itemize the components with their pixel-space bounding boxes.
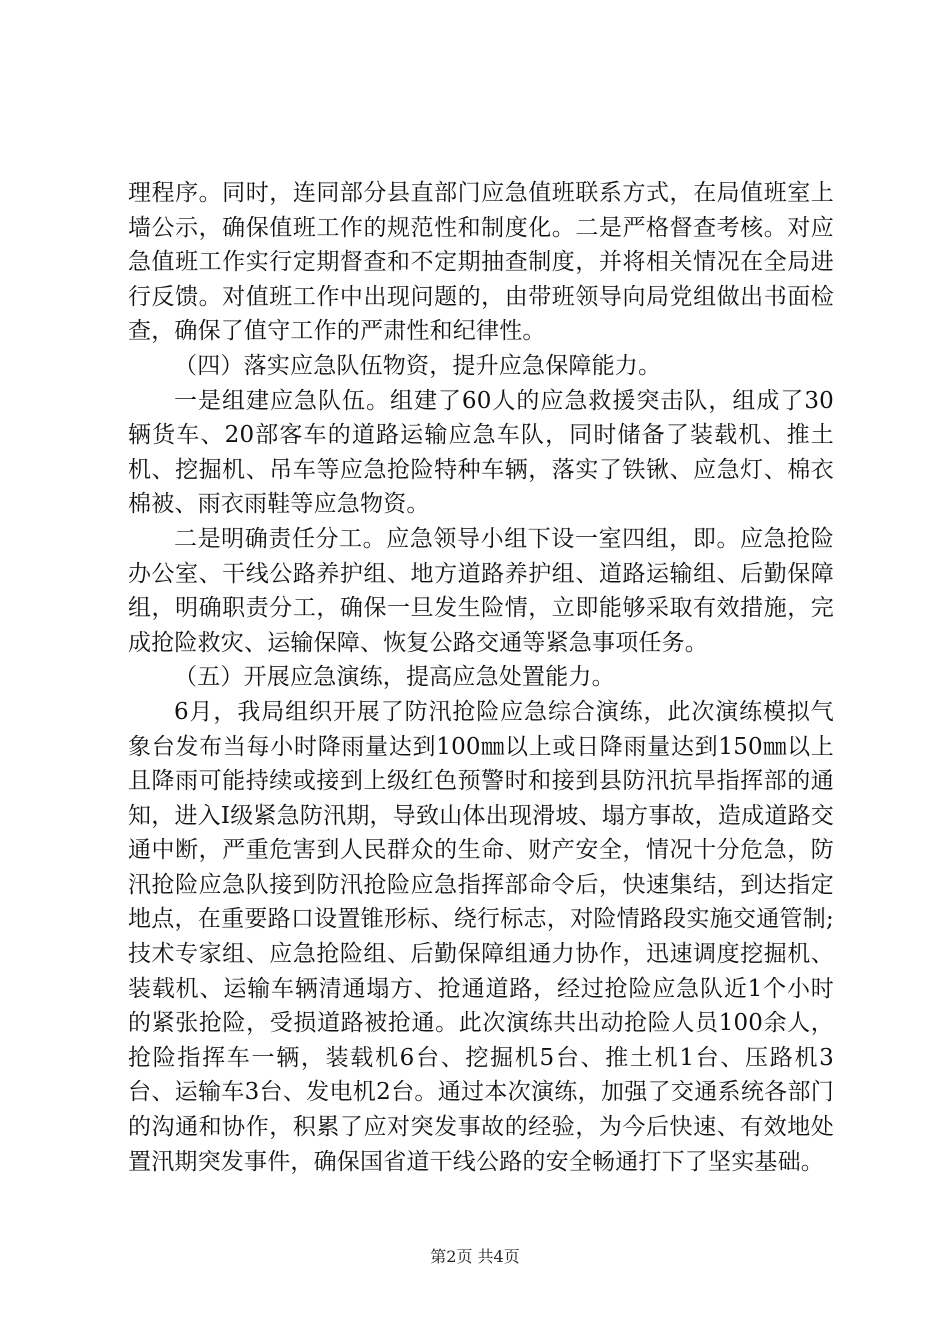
paragraph-6: 6月，我局组织开展了防汛抢险应急综合演练，此次演练模拟气象台发布当每小时降雨量达到100㎜以上或日降雨量达到150㎜以上且降雨可能持续或接到上级红色预警时和接到县防汛抗旱指挥部的通知，进入Ⅰ级紧急防汛期，导致山体出现滑坡、塌方事故，造成道路交通中断，严重危害到人民群众的生命、财产安全，情况十分危急，防汛抢险应急队接到防汛抢险应急指挥部命令后，快速集结，到达指定地点，在重要路口设置锥形标、绕行标志，对险情路段实施交通管制;技术专家组、应急抢险组、后勤保障组通力协作，迅速调度挖掘机、装载机、运输车辆清通塌方、抢通道路，经过抢险应急队近1个小时的紧张抢险，受损道路被抢通。此次演练共出动抢险人员100余人，抢险指挥车一辆，装载机6台、挖掘机5台、推土机1台、压路机3台、运输车3台、发电机2台。通过本次演练，加强了交通系统各部门的沟通和协作，积累了应对突发事故的经验，为今后快速、有效地处置汛期突发事件，确保国省道干线公路的安全畅通打下了坚实基础。 — [128, 698, 834, 1175]
page-footer: 第2页 共4页 — [430, 1247, 520, 1266]
paragraph-1: 理程序。同时，连同部分县直部门应急值班联系方式，在局值班室上墙公示，确保值班工作的规范性和制度化。二是严格督查考核。对应急值班工作实行定期督查和不定期抽查制度，并将相关情况在全局进行反馈。对值班工作中出现问题的，由带班领导向局党组做出书面检查，确保了值守工作的严肃性和纪律性。 — [128, 180, 834, 345]
document-body — [128, 176, 834, 1179]
section-heading-5: （五）开展应急演练，提高应急处置能力。 — [174, 664, 615, 691]
paragraph-3: 一是组建应急队伍。组建了60人的应急救援突击队，组成了30辆货车、20部客车的道路运输应急车队，同时储备了装载机、推土机、挖掘机、吊车等应急抢险特种车辆，落实了铁锹、应急灯、棉衣棉被、雨衣雨鞋等应急物资。 — [128, 387, 834, 518]
section-heading-4: （四）落实应急队伍物资，提升应急保障能力。 — [174, 352, 662, 379]
paragraph-4: 二是明确责任分工。应急领导小组下设一室四组，即。应急抢险办公室、干线公路养护组、地方道路养护组、道路运输组、后勤保障组，明确职责分工，确保一旦发生险情，立即能够采取有效措施，完成抢险救灾、运输保障、恢复公路交通等紧急事项任务。 — [128, 525, 834, 656]
